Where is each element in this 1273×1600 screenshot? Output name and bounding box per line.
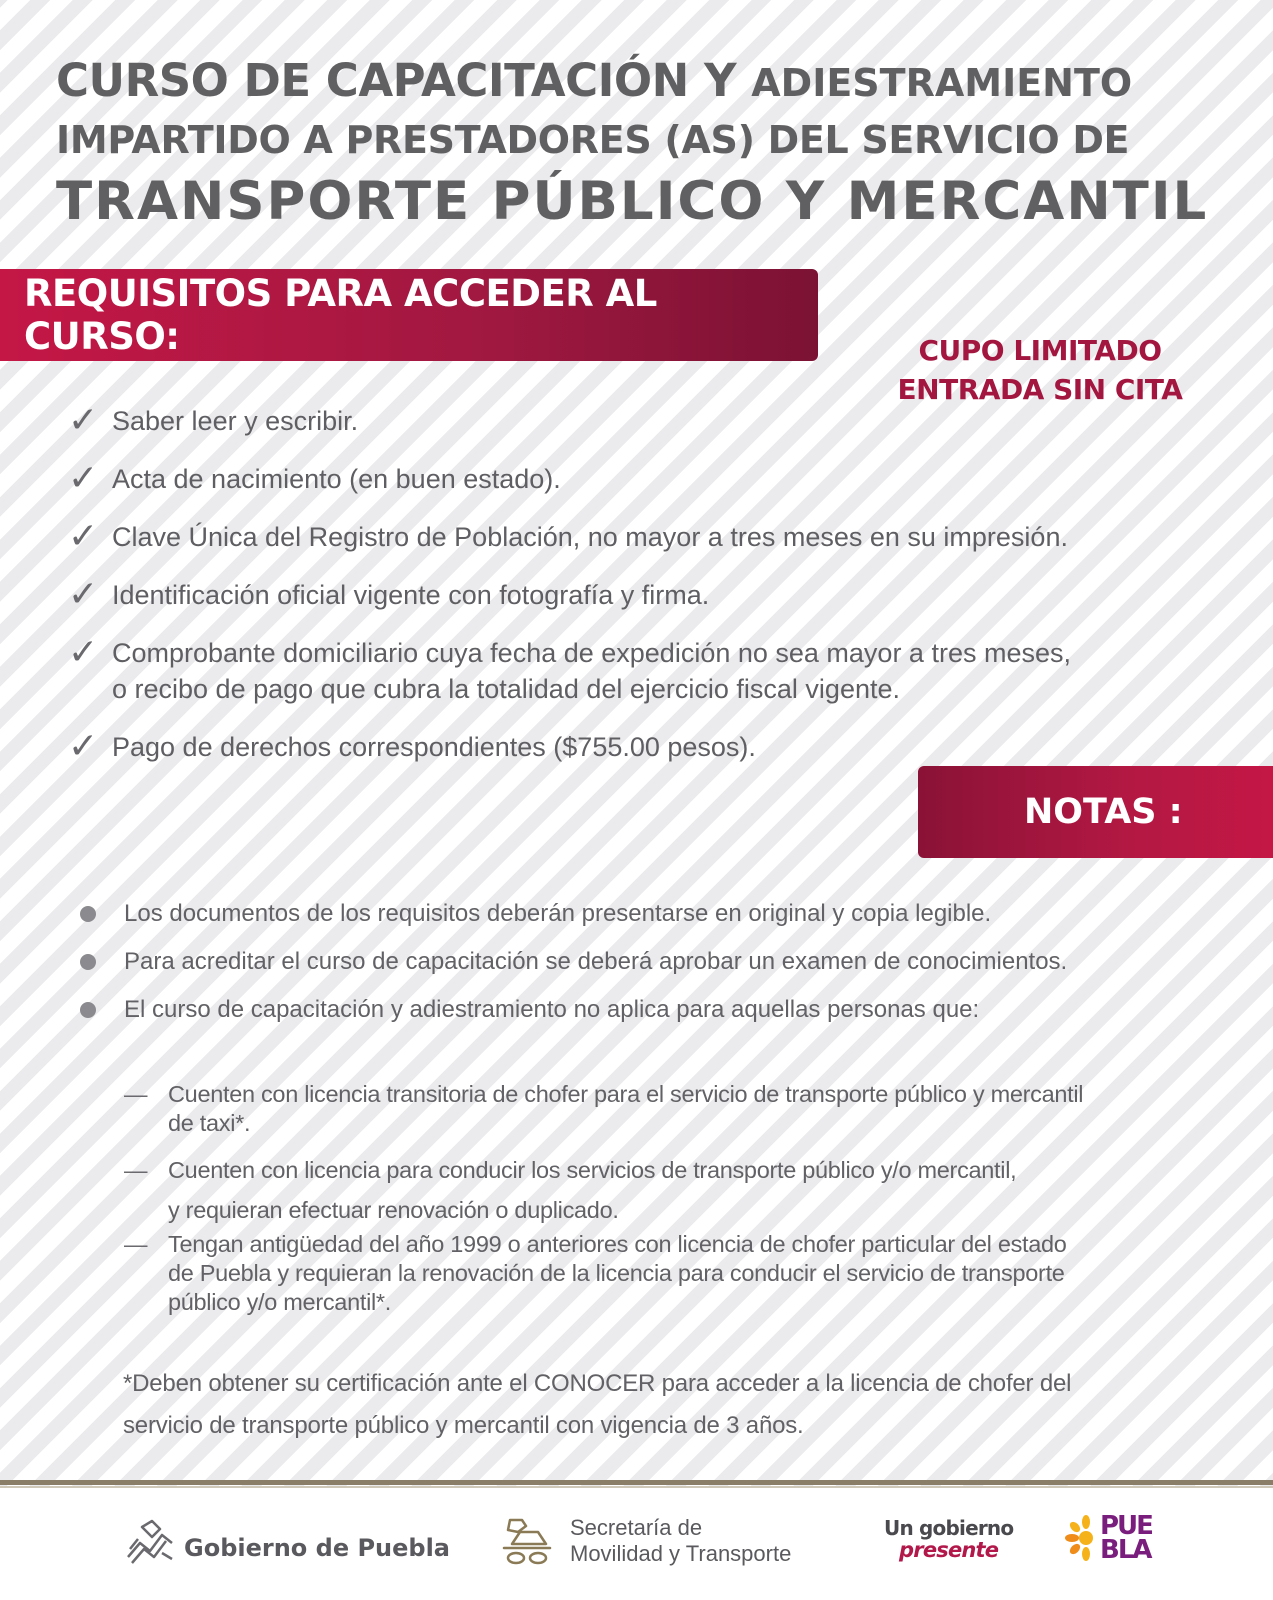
- excepcion-text: Cuenten con licencia transitoria de chofer para el servicio de transporte público y mercantil de taxi*.: [168, 1081, 1084, 1136]
- logo-un-gobierno-presente: [884, 1516, 1013, 1562]
- nota-item: [80, 993, 1260, 1027]
- excepcion-item: [124, 1230, 1174, 1317]
- requisitos-title: REQUISITOS PARA ACCEDER AL CURSO:: [24, 272, 657, 358]
- cupo-line-2: ENTRADA SIN CITA: [897, 373, 1183, 406]
- requisito-text: Pago de derechos correspondientes ($755.00 pesos).: [112, 732, 756, 762]
- puebla-line-1: PUE: [1100, 1511, 1152, 1541]
- excepcion-text: Cuenten con licencia para conducir los servicios de transporte público y/o mercantil, y requieran efectuar renovación o duplicado.: [168, 1157, 1017, 1223]
- smt-logo-icon: [498, 1512, 556, 1570]
- check-icon: ✓: [68, 574, 99, 615]
- header-line-1: [56, 52, 1226, 112]
- requisito-text: Comprobante domiciliario cuya fecha de expedición no sea mayor a tres meses, o recibo de pago que cubra la totalidad del ejercicio fiscal vigente.: [112, 638, 1071, 704]
- check-icon: ✓: [68, 632, 99, 673]
- check-icon: ✓: [68, 400, 99, 441]
- nota-item: [80, 897, 1260, 931]
- excepcion-item: [124, 1080, 1174, 1138]
- excepcion-item: [124, 1150, 1174, 1230]
- requisitos-list: [68, 400, 1248, 787]
- requisitos-banner: [0, 269, 818, 361]
- nota-item: [80, 945, 1260, 979]
- logo-secretaria: [498, 1512, 791, 1570]
- header: [56, 52, 1226, 236]
- cupo-notice: [860, 331, 1220, 409]
- nota-text: Para acreditar el curso de capacitación se deberá aprobar un examen de conocimientos.: [124, 948, 1068, 975]
- secretaria-line-1: Secretaría de: [570, 1515, 703, 1540]
- requisito-item: [68, 458, 1248, 499]
- requisito-text: Clave Única del Registro de Población, no mayor a tres meses en su impresión.: [112, 522, 1068, 552]
- gobierno-puebla-emblem-icon: [122, 1513, 178, 1569]
- header-line-3: TRANSPORTE PÚBLICO Y MERCANTIL: [56, 171, 1209, 232]
- check-icon: ✓: [68, 458, 99, 499]
- notas-banner: [918, 766, 1273, 858]
- bullet-icon: [80, 954, 96, 970]
- notas-title: NOTAS :: [1024, 792, 1183, 832]
- requisito-text: Identificación oficial vigente con fotografía y firma.: [112, 580, 710, 610]
- footnote: *Deben obtener su certificación ante el CONOCER para acceder a la licencia de chofer del servicio de transporte público y mercantil con vigencia de 3 años.: [123, 1370, 1072, 1439]
- secretaria-line-2: Movilidad y Transporte: [570, 1541, 792, 1566]
- check-icon: ✓: [68, 516, 99, 557]
- notas-list: [80, 897, 1260, 1041]
- header-line-1-big: CURSO DE CAPACITACIÓN Y: [56, 54, 737, 107]
- excepciones-list: [124, 1080, 1174, 1329]
- requisito-item: [68, 726, 1248, 767]
- nota-text: El curso de capacitación y adiestramiento no aplica para aquellas personas que:: [124, 996, 980, 1023]
- bullet-icon: [80, 906, 96, 922]
- footer-divider: [0, 1480, 1273, 1485]
- dash-icon: —: [124, 1081, 148, 1107]
- excepcion-text: Tengan antigüedad del año 1999 o anteriores con licencia de chofer particular del estado de Puebla y requieran la renovación de la licencia para conducir el servicio de transporte público y/o mercantil*.: [168, 1231, 1067, 1315]
- requisito-text: Saber leer y escribir.: [112, 406, 359, 436]
- gobierno-puebla-label: Gobierno de Puebla: [184, 1534, 451, 1562]
- dash-icon: —: [124, 1231, 148, 1257]
- requisito-item: [68, 400, 1248, 441]
- header-line-1-small: ADIESTRAMIENTO: [751, 61, 1133, 105]
- footer: [0, 1488, 1273, 1600]
- logo-puebla: [1064, 1511, 1152, 1565]
- cupo-line-1: CUPO LIMITADO: [918, 334, 1162, 367]
- dash-icon: —: [124, 1157, 148, 1183]
- header-line-2: IMPARTIDO A PRESTADORES (AS) DEL SERVICIO DE: [56, 118, 1130, 162]
- requisito-item: [68, 516, 1248, 557]
- check-icon: ✓: [68, 726, 99, 767]
- requisito-text: Acta de nacimiento (en buen estado).: [112, 464, 561, 494]
- puebla-line-2: BLA: [1100, 1535, 1151, 1565]
- requisito-item: [68, 574, 1248, 615]
- slogan-line-2: presente: [899, 1538, 999, 1562]
- secretaria-text: [570, 1515, 791, 1567]
- requisito-item: [68, 632, 1248, 707]
- slogan-line-1: Un gobierno: [884, 1516, 1014, 1540]
- nota-text: Los documentos de los requisitos deberán presentarse en original y copia legible.: [124, 900, 992, 927]
- puebla-wordmark: [1100, 1511, 1152, 1565]
- logo-gobierno-puebla: [122, 1513, 450, 1569]
- bullet-icon: [80, 1002, 96, 1018]
